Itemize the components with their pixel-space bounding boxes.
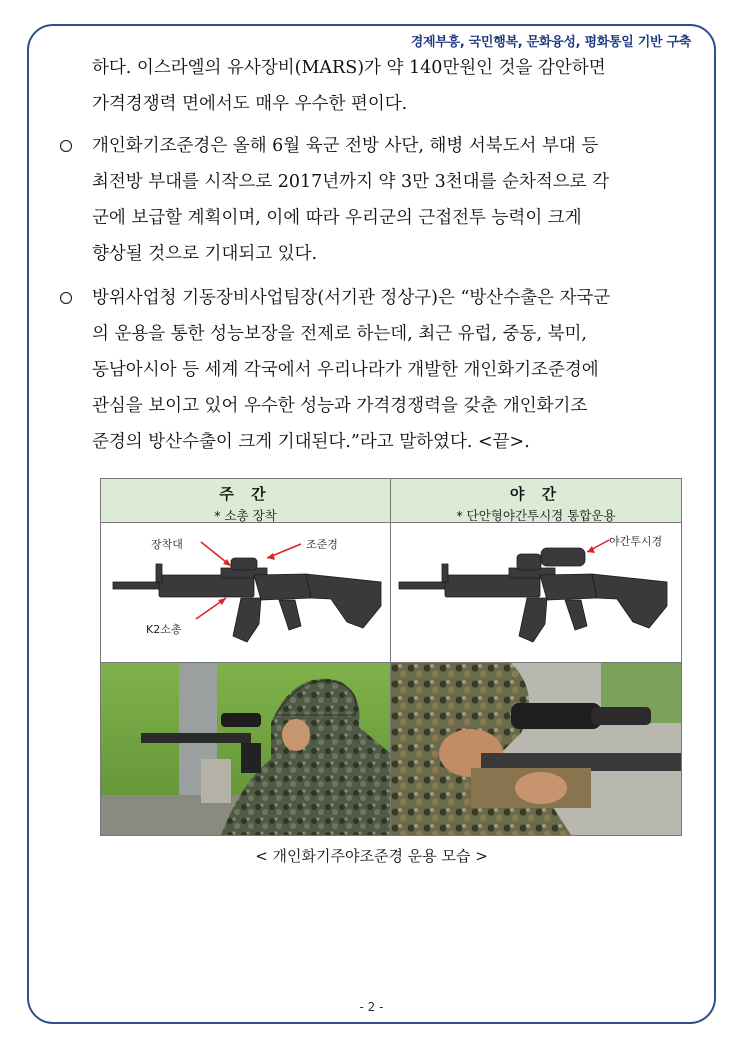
k2-rifle-nightvision-icon (399, 548, 667, 642)
day-header (101, 479, 390, 523)
circle-bullet-icon (60, 292, 72, 304)
callout-scope: 조준경 (306, 538, 338, 551)
paragraph-1 (60, 50, 680, 122)
night-header (391, 479, 681, 523)
text-line: 향상될 것으로 기대되고 있다. (92, 244, 318, 264)
text-line: 의 운용을 통한 성능보장을 전제로 하는데, 최근 유럽, 중동, 북미, (92, 324, 587, 344)
night-title: 야 간 (509, 485, 563, 503)
night-rifle-image (391, 524, 681, 662)
day-rifle-image (101, 524, 390, 662)
night-photo (391, 663, 681, 835)
callout-rifle: K2소총 (146, 623, 182, 636)
text-line: 개인화기조준경은 올해 6월 육군 전방 사단, 해병 서북도서 부대 등 (92, 136, 599, 156)
text-line: 가격경쟁력 면에서도 매우 우수한 편이다. (92, 94, 408, 114)
callout-nightvision: 야간투시경 (609, 535, 663, 548)
figure-table (100, 478, 682, 836)
paragraph-2 (60, 128, 680, 272)
night-subtitle: * 단안형야간투시경 통합운용 (456, 508, 616, 523)
day-photo (101, 663, 390, 835)
text-line: 하다. 이스라엘의 유사장비(MARS)가 약 140만원인 것을 감안하면 (92, 58, 606, 78)
text-line: 관심을 보이고 있어 우수한 성능과 가격경쟁력을 갖춘 개인화기조 (92, 396, 588, 416)
page-number: - 2 - (359, 1000, 384, 1014)
text-line: 군에 보급할 계획이며, 이에 따라 우리군의 근접전투 능력이 크게 (92, 208, 582, 228)
page-header: 경제부흥, 국민행복, 문화융성, 평화통일 기반 구축 (410, 35, 691, 50)
callout-mount: 장착대 (151, 538, 183, 551)
day-subtitle: * 소총 장착 (214, 508, 277, 523)
day-title: 주 간 (219, 485, 272, 503)
figure-caption: < 개인화기주야조준경 운용 모습 > (255, 847, 488, 865)
text-line: 준경의 방산수출이 크게 기대된다.”라고 말하였다. <끝>. (92, 432, 530, 452)
text-line: 동남아시아 등 세계 각국에서 우리나라가 개발한 개인화기조준경에 (92, 360, 599, 380)
paragraph-3 (60, 280, 680, 460)
circle-bullet-icon (60, 140, 72, 152)
text-line: 방위사업청 기동장비사업팀장(서기관 정상구)은 “방산수출은 자국군 (92, 288, 611, 308)
text-line: 최전방 부대를 시작으로 2017년까지 약 3만 3천대를 순차적으로 각 (92, 172, 610, 192)
